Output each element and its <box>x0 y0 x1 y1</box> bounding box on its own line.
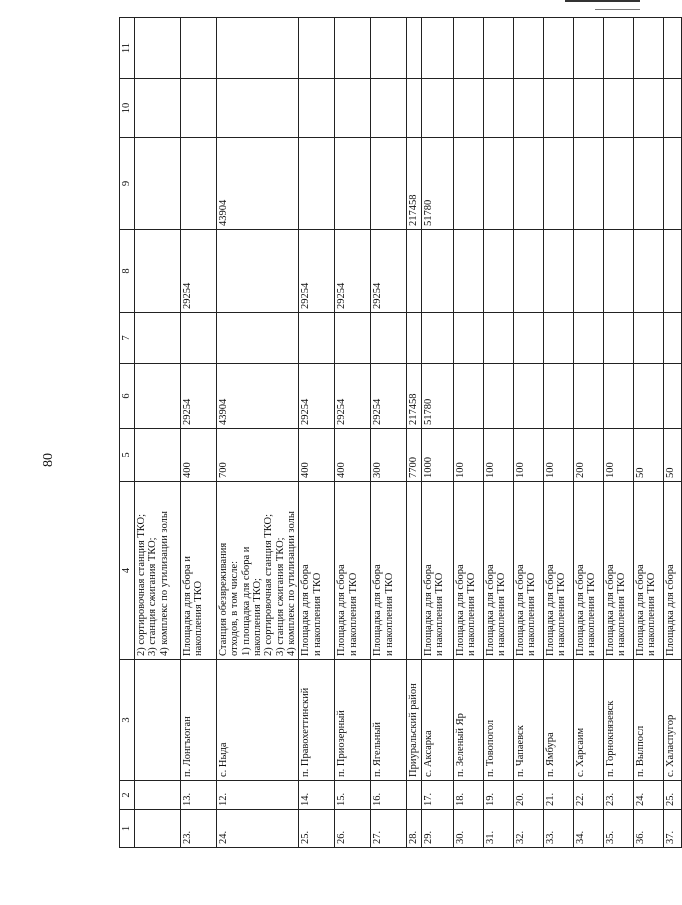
table-row <box>513 18 543 848</box>
col11-cell <box>181 18 217 79</box>
col9-cell <box>299 138 335 230</box>
capacity-cell: 200 <box>573 429 603 482</box>
col10-cell <box>513 79 543 138</box>
col7-cell <box>407 313 421 364</box>
scan-edge-mark <box>565 0 640 2</box>
settlement-cell: п. Ягельный <box>371 660 407 781</box>
col8-cell <box>217 230 299 313</box>
facility-cell: Площадка для сбора и накопления ТКО <box>603 482 633 660</box>
capacity-cell: 100 <box>543 429 573 482</box>
col10-cell <box>181 79 217 138</box>
column-number-cell: 10 <box>120 79 135 138</box>
capacity-cell: 100 <box>603 429 633 482</box>
facility-cell: Площадка для сбора и накопления ТКО <box>483 482 513 660</box>
total-cell <box>633 364 663 429</box>
facility-cell: Площадка для сбора и накопления ТКО <box>453 482 483 660</box>
settlement-cell: Приуральский район <box>407 660 421 781</box>
col7-cell <box>371 313 407 364</box>
settlement-cell: п. Приозерный <box>335 660 371 781</box>
col9-cell <box>633 138 663 230</box>
table-row <box>217 18 299 848</box>
col7-cell <box>513 313 543 364</box>
total-cell <box>573 364 603 429</box>
row-index-cell: 27. <box>371 810 407 848</box>
total-cell <box>543 364 573 429</box>
col9-cell: 217458 <box>407 138 421 230</box>
col9-cell: 51780 <box>421 138 453 230</box>
row-index-cell: 31. <box>483 810 513 848</box>
col8-cell <box>543 230 573 313</box>
row-index-cell: 24. <box>217 810 299 848</box>
col11-cell <box>663 18 681 79</box>
col8-cell <box>453 230 483 313</box>
total-cell: 29254 <box>299 364 335 429</box>
col9-cell <box>543 138 573 230</box>
col8-cell: 29254 <box>335 230 371 313</box>
table-row <box>633 18 663 848</box>
facility-cell: Площадка для сбора и накопления ТКО <box>371 482 407 660</box>
col11-cell <box>335 18 371 79</box>
col11-cell <box>407 18 421 79</box>
facility-cell: Станция обезвреживания отходов, в том числе: 1) площадка для сбора и накопления ТКО; 2) сортировочная станция ТКО; 3) станция сжигания ТКО; 4) комплекс по утилизации золы <box>217 482 299 660</box>
col11-cell <box>573 18 603 79</box>
subindex-cell: 17. <box>421 781 453 810</box>
subindex-cell: 22. <box>573 781 603 810</box>
col9-cell <box>573 138 603 230</box>
col8-cell <box>603 230 633 313</box>
subindex-cell: 15. <box>335 781 371 810</box>
subindex-cell <box>135 781 181 810</box>
row-index-cell: 30. <box>453 810 483 848</box>
subindex-cell: 21. <box>543 781 573 810</box>
subindex-cell <box>407 781 421 810</box>
table-row <box>135 18 181 848</box>
settlement-cell: с. Харсаим <box>573 660 603 781</box>
col9-cell <box>663 138 681 230</box>
capacity-cell: 50 <box>633 429 663 482</box>
col10-cell <box>663 79 681 138</box>
col11-cell <box>421 18 453 79</box>
subindex-cell: 12. <box>217 781 299 810</box>
row-index-cell: 26. <box>335 810 371 848</box>
facility-cell: Площадка для сбора и накопления ТКО <box>573 482 603 660</box>
table-row <box>603 18 633 848</box>
table-row <box>663 18 681 848</box>
col11-cell <box>135 18 181 79</box>
col10-cell <box>453 79 483 138</box>
column-number-cell: 7 <box>120 313 135 364</box>
settlement-cell: п. Правохеттинский <box>299 660 335 781</box>
total-cell <box>135 364 181 429</box>
column-number-cell: 8 <box>120 230 135 313</box>
total-cell: 51780 <box>421 364 453 429</box>
col11-cell <box>543 18 573 79</box>
col9-cell <box>483 138 513 230</box>
total-cell <box>453 364 483 429</box>
capacity-cell <box>135 429 181 482</box>
table-row <box>573 18 603 848</box>
col10-cell <box>299 79 335 138</box>
page-number: 80 <box>41 453 56 467</box>
table-row <box>421 18 453 848</box>
facility-cell: 2) сортировочная станция ТКО; 3) станция сжигания ТКО; 4) комплекс по утилизации золы <box>135 482 181 660</box>
row-index-cell: 28. <box>407 810 421 848</box>
total-cell <box>663 364 681 429</box>
total-cell: 29254 <box>335 364 371 429</box>
capacity-cell: 400 <box>335 429 371 482</box>
col8-cell <box>573 230 603 313</box>
facility-cell: Площадка для сбора и накопления ТКО <box>181 482 217 660</box>
table-row <box>299 18 335 848</box>
column-number-cell: 11 <box>120 18 135 79</box>
col8-cell <box>633 230 663 313</box>
col10-cell <box>543 79 573 138</box>
row-index-cell: 37. <box>663 810 681 848</box>
col7-cell <box>299 313 335 364</box>
col10-cell <box>603 79 633 138</box>
capacity-cell: 700 <box>217 429 299 482</box>
settlement-cell <box>135 660 181 781</box>
settlement-cell: п. Лонгъюган <box>181 660 217 781</box>
capacity-cell: 1000 <box>421 429 453 482</box>
column-number-cell: 1 <box>120 810 135 848</box>
total-cell: 217458 <box>407 364 421 429</box>
table-row <box>371 18 407 848</box>
col10-cell <box>633 79 663 138</box>
table-row <box>543 18 573 848</box>
col8-cell <box>483 230 513 313</box>
col11-cell <box>217 18 299 79</box>
col10-cell <box>573 79 603 138</box>
col9-cell <box>181 138 217 230</box>
col7-cell <box>181 313 217 364</box>
col7-cell <box>453 313 483 364</box>
col8-cell: 29254 <box>181 230 217 313</box>
subindex-cell: 18. <box>453 781 483 810</box>
row-index-cell: 35. <box>603 810 633 848</box>
column-number-cell: 2 <box>120 781 135 810</box>
subindex-cell: 23. <box>603 781 633 810</box>
row-index-cell: 36. <box>633 810 663 848</box>
col7-cell <box>573 313 603 364</box>
row-index-cell: 32. <box>513 810 543 848</box>
col8-cell <box>407 230 421 313</box>
table-row <box>407 18 421 848</box>
col11-cell <box>633 18 663 79</box>
row-index-cell <box>135 810 181 848</box>
col11-cell <box>453 18 483 79</box>
col9-cell <box>335 138 371 230</box>
col11-cell <box>299 18 335 79</box>
settlement-cell: п. Чапаевск <box>513 660 543 781</box>
col8-cell <box>135 230 181 313</box>
total-cell: 29254 <box>371 364 407 429</box>
col7-cell <box>421 313 453 364</box>
col7-cell <box>633 313 663 364</box>
facility-cell: Площадка для сбора и накопления ТКО <box>633 482 663 660</box>
col9-cell <box>371 138 407 230</box>
col7-cell <box>483 313 513 364</box>
settlement-cell: п. Вылпосл <box>633 660 663 781</box>
total-cell <box>483 364 513 429</box>
col8-cell <box>421 230 453 313</box>
col7-cell <box>335 313 371 364</box>
subindex-cell: 13. <box>181 781 217 810</box>
col10-cell <box>217 79 299 138</box>
settlement-cell: п. Товопогол <box>483 660 513 781</box>
settlement-cell: п. Зеленый Яр <box>453 660 483 781</box>
facility-cell: Площадка для сбора и накопления ТКО <box>335 482 371 660</box>
col11-cell <box>513 18 543 79</box>
row-index-cell: 25. <box>299 810 335 848</box>
col8-cell <box>513 230 543 313</box>
table-row <box>335 18 371 848</box>
col7-cell <box>663 313 681 364</box>
col8-cell: 29254 <box>371 230 407 313</box>
settlement-cell: с. Ныда <box>217 660 299 781</box>
capacity-cell: 400 <box>299 429 335 482</box>
total-cell <box>603 364 633 429</box>
col10-cell <box>135 79 181 138</box>
column-number-cell: 3 <box>120 660 135 781</box>
facility-cell: Площадка для сбора и накопления ТКО <box>421 482 453 660</box>
col8-cell <box>663 230 681 313</box>
row-index-cell: 34. <box>573 810 603 848</box>
settlement-cell: п. Ямбура <box>543 660 573 781</box>
column-number-cell: 5 <box>120 429 135 482</box>
col9-cell <box>453 138 483 230</box>
capacity-cell: 300 <box>371 429 407 482</box>
capacity-cell: 100 <box>513 429 543 482</box>
capacity-cell: 100 <box>453 429 483 482</box>
col9-cell: 43904 <box>217 138 299 230</box>
column-number-cell: 6 <box>120 364 135 429</box>
column-number-row <box>120 18 135 848</box>
col7-cell <box>135 313 181 364</box>
col9-cell <box>513 138 543 230</box>
waste-facilities-table <box>119 17 682 848</box>
subindex-cell: 24. <box>633 781 663 810</box>
col10-cell <box>371 79 407 138</box>
row-index-cell: 29. <box>421 810 453 848</box>
total-cell <box>513 364 543 429</box>
capacity-cell: 7700 <box>407 429 421 482</box>
table-row <box>483 18 513 848</box>
col10-cell <box>483 79 513 138</box>
col10-cell <box>335 79 371 138</box>
col7-cell <box>217 313 299 364</box>
col7-cell <box>543 313 573 364</box>
col9-cell <box>135 138 181 230</box>
col11-cell <box>483 18 513 79</box>
subindex-cell: 25. <box>663 781 681 810</box>
subindex-cell: 14. <box>299 781 335 810</box>
col7-cell <box>603 313 633 364</box>
row-index-cell: 33. <box>543 810 573 848</box>
col10-cell <box>421 79 453 138</box>
table-row <box>453 18 483 848</box>
scan-edge-mark <box>595 9 640 10</box>
column-number-cell: 4 <box>120 482 135 660</box>
facility-cell <box>407 482 421 660</box>
table-row <box>181 18 217 848</box>
total-cell: 43904 <box>217 364 299 429</box>
col11-cell <box>603 18 633 79</box>
col9-cell <box>603 138 633 230</box>
col10-cell <box>407 79 421 138</box>
capacity-cell: 100 <box>483 429 513 482</box>
subindex-cell: 16. <box>371 781 407 810</box>
subindex-cell: 20. <box>513 781 543 810</box>
col8-cell: 29254 <box>299 230 335 313</box>
facility-cell: Площадка для сбора <box>663 482 681 660</box>
capacity-cell: 400 <box>181 429 217 482</box>
col11-cell <box>371 18 407 79</box>
settlement-cell: п. Горнокнязевск <box>603 660 633 781</box>
row-index-cell: 23. <box>181 810 217 848</box>
settlement-cell: с. Аксарка <box>421 660 453 781</box>
facility-cell: Площадка для сбора и накопления ТКО <box>543 482 573 660</box>
facility-cell: Площадка для сбора и накопления ТКО <box>513 482 543 660</box>
settlement-cell: с. Халаспугор <box>663 660 681 781</box>
total-cell: 29254 <box>181 364 217 429</box>
capacity-cell: 50 <box>663 429 681 482</box>
facility-cell: Площадка для сбора и накопления ТКО <box>299 482 335 660</box>
table-rotated-wrapper <box>119 18 676 848</box>
subindex-cell: 19. <box>483 781 513 810</box>
column-number-cell: 9 <box>120 138 135 230</box>
